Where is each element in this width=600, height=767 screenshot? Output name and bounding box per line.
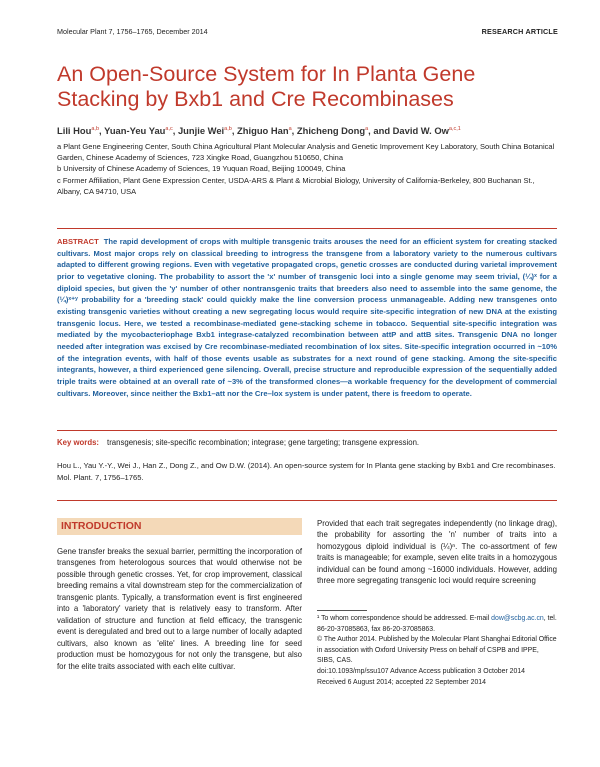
- author-name: David W. Ow: [392, 125, 449, 136]
- author-affiliation-mark: a,b: [91, 125, 100, 132]
- author-conjunction: , and: [368, 125, 393, 136]
- footnote-rule: [317, 610, 367, 611]
- introduction-right-column: Provided that each trait segregates independently (no linkage drag), the probability for assorting the 'n' number of traits into a homozygous diploid individual is (¼)ⁿ. The co-assortment of few traits is manageable; for example, seven elite traits in a homozygous individual can be found among ~16000 individuals. However, adding three more segregating transgenic loci would require screening: [317, 519, 557, 586]
- introduction-left-column: Gene transfer breaks the sexual barrier, permitting the incorporation of transgenes from heterologous sources that would otherwise not be possible through genetic crosses. Yet, for crop improvement, classical breeding remains a vital downstream step for the commercialization of transgenic plants. Typically, a transformation event is first engineered into a 'laboratory' variety that is relatively easy to transform. After validation of structure and function at field efficacy, the transgenic event is deregulated and bred out to a large number of locally adapted cultivars, also known as 'elite' lines. A breeding line for seed production must be homozygous for not only the transgene, but also for the elite traits associated with each elite cultivar.: [57, 547, 302, 671]
- abstract-text: The rapid development of crops with multiple transgenic traits arouses the need for an efficient system for creating stacked cultivars. Most major crops rely on classical breeding to introgress the transgene from a laboratory variety to the numerous cultivars adapted to different growing regions. Even with vegetative propagated crops, genetic crosses are conducted during varietal improvement prior to vegetative cloning. The probability to assort the 'x' number of transgenic loci into a single genome may seem trivial, (¼)ˣ for a diploid species, but given the 'y' number of other nontransgenic traits that breeders also need to assemble into the same genome, the (¼)ˣ⁺ʸ probability for a 'breeding stack' could quickly make the line conversion process unmanageable. Adding new transgenes onto existing transgenic varieties without creating a new segregating locus would require site-specific integration of new DNA at the existing transgenic locus. Here, we tested a recombinase-mediated gene-stacking scheme in tobacco. Sequential site-specific integration was mediated by the mycobacteriophage Bxb1 integrase-catalyzed recombination between attP and attB sites. Transgenic DNA no longer needed after integration was excised by Cre recombinase-mediated recombination of lox sites. Site-specific integration occurred in ~10% of the integration events, with half of those events usable as substrates for a next round of gene stacking. Among the site-specific integrants, however, a third experienced gene silencing. Overall, precise structure and reproducible expression of the sequentially added triple traits were obtained at an overall rate of ~3% of the transformed clones—a workable frequency for the development of commercial cultivars. Moreover, since neither the Bxb1–att nor the Cre–lox system is under patent, there is freedom to operate.: [57, 237, 557, 398]
- author-affiliation-mark: a: [365, 125, 369, 132]
- author-name: Junjie Wei: [177, 125, 225, 136]
- author-name: Yuan-Yeu Yau: [104, 125, 166, 136]
- affiliations: [57, 141, 557, 197]
- author-affiliation-mark: a: [288, 125, 292, 132]
- abstract-top-rule: [57, 228, 557, 229]
- citation-bottom-rule: [57, 500, 557, 501]
- abstract-label: ABSTRACT: [57, 237, 99, 246]
- author-name: Lili Hou: [57, 125, 92, 136]
- author-affiliation-mark: a,c: [165, 125, 173, 132]
- author-name: Zhicheng Dong: [296, 125, 366, 136]
- author-name: Zhiguo Han: [237, 125, 289, 136]
- keywords-text: transgenesis; site-specific recombination; integrase; gene targeting; transgene expression.: [107, 438, 420, 447]
- journal-header: Molecular Plant 7, 1756–1765, December 2014: [57, 27, 208, 36]
- dates-note: Received 6 August 2014; accepted 22 September 2014: [317, 678, 486, 686]
- author-affiliation-mark: a,c,1: [448, 125, 461, 132]
- abstract-bottom-rule: [57, 430, 557, 431]
- correspondence-prefix: ¹ To whom correspondence should be addressed. E-mail: [317, 615, 490, 622]
- keywords-label: Key words:: [57, 438, 100, 447]
- article-type-label: RESEARCH ARTICLE: [481, 27, 558, 36]
- doi-note: doi:10.1093/mp/ssu107 Advance Access publication 3 October 2014: [317, 667, 526, 675]
- correspondence-suffix: , tel. 86-20-37085863, fax 86-20-37085863.: [317, 615, 557, 633]
- affiliation-a: a Plant Gene Engineering Center, South China Agricultural Plant Molecular Analysis and Genetic Improvement Key Laboratory, South China Botanical Garden, Chinese Academy of Sciences, 723 Xingke Road, Guangzhou 510650, China: [57, 142, 555, 163]
- introduction-heading: INTRODUCTION: [57, 518, 302, 535]
- article-title: An Open-Source System for In Planta Gene Stacking by Bxb1 and Cre Recombinases: [57, 62, 476, 111]
- author-affiliation-mark: a,b: [224, 125, 232, 132]
- copyright-note: © The Author 2014. Published by the Molecular Plant Shanghai Editorial Office in association with Oxford University Press on behalf of CSPB and IPPE, SIBS, CAS.: [317, 636, 557, 665]
- citation: Hou L., Yau Y.-Y., Wei J., Han Z., Dong Z., and Ow D.W. (2014). An open-source system for In Planta gene stacking by Bxb1 and Cre recombinases. Mol. Plant. 7, 1756–1765.: [57, 461, 556, 482]
- correspondence-email-link[interactable]: dow@scbg.ac.cn: [491, 615, 544, 622]
- author-list: Lili Hou$^{a,b}$, Yuan-Yeu Yau$^{a,c}$, Junjie Wei$^{a,b}$, Zhiguo Han$^a$, Zhicheng Dong$^a$, and David W. Ow$^{a,c,1}$: [57, 125, 461, 136]
- keywords: [57, 438, 557, 447]
- affiliation-b: b University of Chinese Academy of Sciences, 19 Yuquan Road, Beijing 100049, China: [57, 164, 346, 174]
- affiliation-c: c Former Affiliation, Plant Gene Expression Center, USDA-ARS & Plant & Microbial Biology, University of California-Berkeley, 800 Buchanan St., Albany, CA 94710, USA: [57, 175, 535, 196]
- abstract: [57, 236, 557, 399]
- footnotes: [317, 614, 557, 688]
- correspondence-note: [317, 614, 557, 635]
